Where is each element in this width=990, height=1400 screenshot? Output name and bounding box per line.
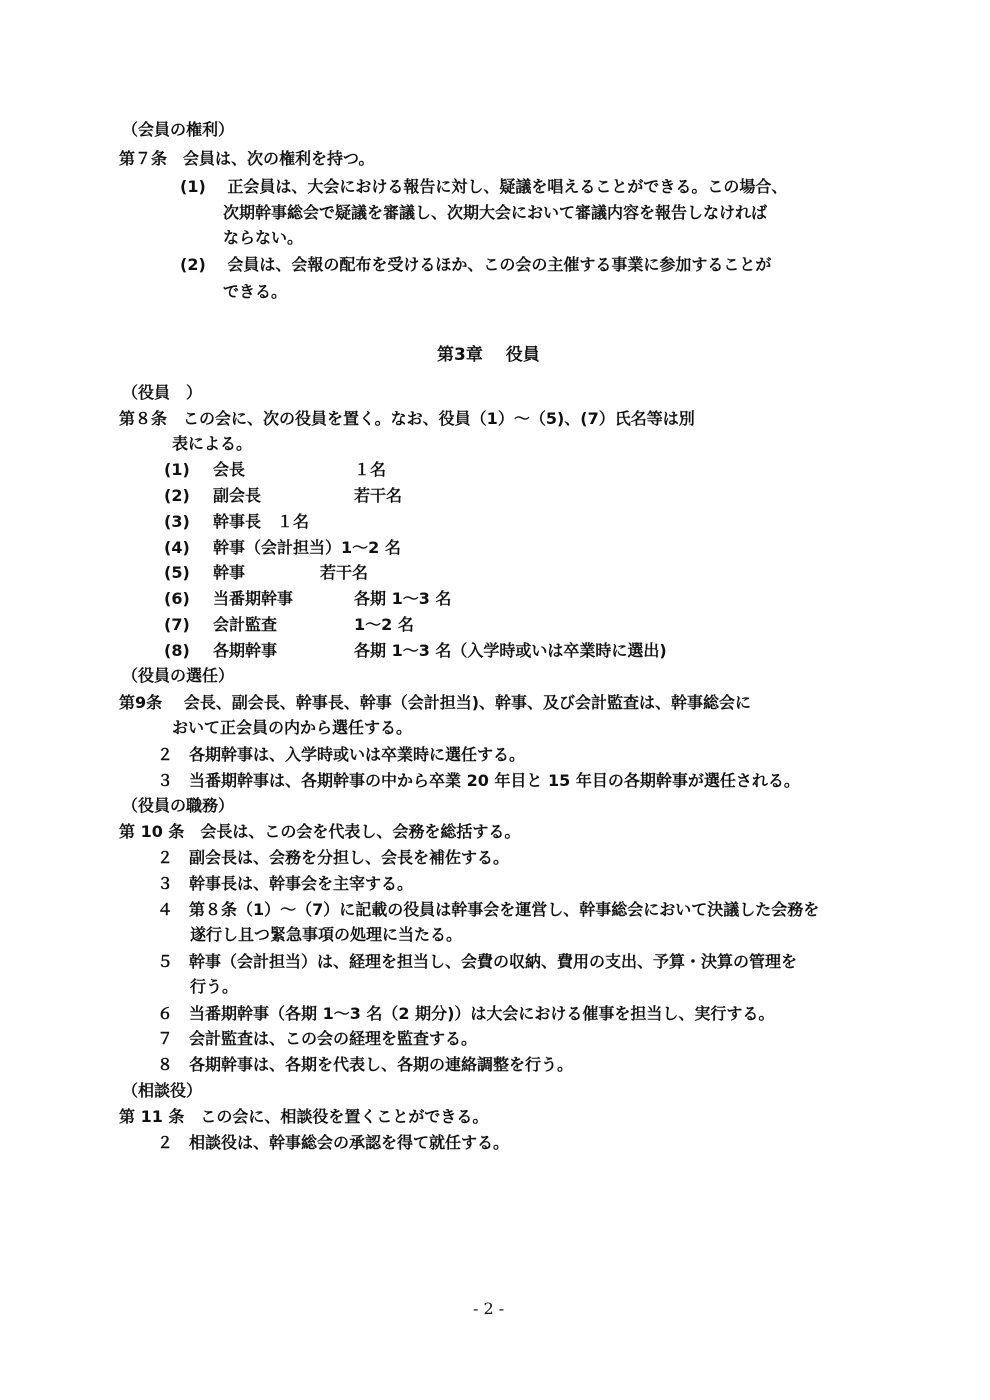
officer-count: 若干名 <box>320 563 369 582</box>
article-7-title: 第７条 会員は、次の権利を持つ。 <box>119 149 375 168</box>
article-10-line: ３ 幹事長は、幹事会を主宰する。 <box>157 874 414 893</box>
article-11-line: ２ 相談役は、幹事総会の承認を得て就任する。 <box>157 1133 510 1152</box>
article-7-item-2-line-2: できる。 <box>223 282 288 301</box>
officer-num: (4) <box>164 538 190 557</box>
article-9-line: ２ 各期幹事は、入学時或いは卒業時に選任する。 <box>157 745 526 764</box>
officer-num: (5) <box>164 563 190 582</box>
article-7-heading: （会員の権利） <box>122 120 235 139</box>
article-8-title: 第８条 この会に、次の役員を置く。なお、役員（1）～（5)、(7）氏名等は別 <box>119 409 695 428</box>
article-8-heading: （役員 ） <box>122 383 203 402</box>
article-9-heading: （役員の選任） <box>122 666 235 685</box>
officer-count: １名 <box>354 460 387 479</box>
article-10-line: ６ 当番期幹事（各期 1～3 名（2 期分)）は大会における催事を担当し、実行する。 <box>157 1004 775 1023</box>
article-9-line: 第9条 会長、副会長、幹事長、幹事（会計担当)、幹事、及び会計監査は、幹事総会に <box>119 693 752 712</box>
article-10-line: 行う。 <box>190 977 239 996</box>
officer-num: (2) <box>164 486 190 505</box>
officer-count: 各期 1～3 名（入学時或いは卒業時に選出) <box>354 641 667 660</box>
officer-count: 若干名 <box>354 486 403 505</box>
article-11-heading: （相談役） <box>122 1081 203 1100</box>
officer-role: 幹事（会計担当）1～2 名 <box>213 538 401 557</box>
chapter-3-title: 第3章 役員 <box>437 345 540 365</box>
officer-num: (1) <box>164 460 190 479</box>
officer-role: 幹事 <box>213 563 246 582</box>
article-7-item-1-line-2: 次期幹事総会で疑議を審議し、次期大会において審議内容を報告しなければ <box>223 203 768 222</box>
officer-num: (8) <box>164 641 190 660</box>
article-10-line: ５ 幹事（会計担当）は、経理を担当し、会費の収納、費用の支出、予算・決算の管理を <box>157 952 798 971</box>
article-9-line: ３ 当番期幹事は、各期幹事の中から卒業 20 年目と 15 年目の各期幹事が選任される。 <box>157 771 800 790</box>
article-7-item-2-line-1: (2) 会員は、会報の配布を受けるほか、この会の主催する事業に参加することが <box>180 255 772 274</box>
officer-role: 会長 <box>213 460 246 479</box>
article-7-item-1-line-3: ならない。 <box>223 228 304 247</box>
officer-num: (3) <box>164 512 190 531</box>
officer-count: 各期 1～3 名 <box>354 589 452 608</box>
article-10-line: ８ 各期幹事は、各期を代表し、各期の連絡調整を行う。 <box>157 1055 574 1074</box>
officer-num: (6) <box>164 589 190 608</box>
article-10-line: 第 10 条 会長は、この会を代表し、会務を総括する。 <box>119 822 521 841</box>
officer-role: 会計監査 <box>213 615 278 634</box>
article-11-line: 第 11 条 この会に、相談役を置くことができる。 <box>119 1107 489 1126</box>
article-8-title-cont: 表による。 <box>172 434 253 453</box>
article-10-line: 遂行し且つ緊急事項の処理に当たる。 <box>190 925 463 944</box>
article-10-line: ４ 第８条（1）～（7）に記載の役員は幹事会を運営し、幹事総会において決議した会務を <box>157 900 820 919</box>
article-10-line: ２ 副会長は、会務を分担し、会長を補佐する。 <box>157 848 510 867</box>
officer-role: 幹事長 １名 <box>213 512 310 531</box>
article-10-line: ７ 会計監査は、この会の経理を監査する。 <box>157 1029 478 1048</box>
article-9-line: おいて正会員の内から選任する。 <box>172 718 413 737</box>
officer-count: 1～2 名 <box>354 615 414 634</box>
officer-role: 各期幹事 <box>213 641 278 660</box>
officer-role: 副会長 <box>213 486 262 505</box>
article-10-heading: （役員の職務） <box>122 796 235 815</box>
officer-num: (7) <box>164 615 190 634</box>
article-7-item-1-line-1: (1) 正会員は、大会における報告に対し、疑議を唱えることができる。この場合、 <box>180 177 788 196</box>
officer-role: 当番期幹事 <box>213 589 294 608</box>
page-number: - 2 - <box>473 1299 505 1318</box>
